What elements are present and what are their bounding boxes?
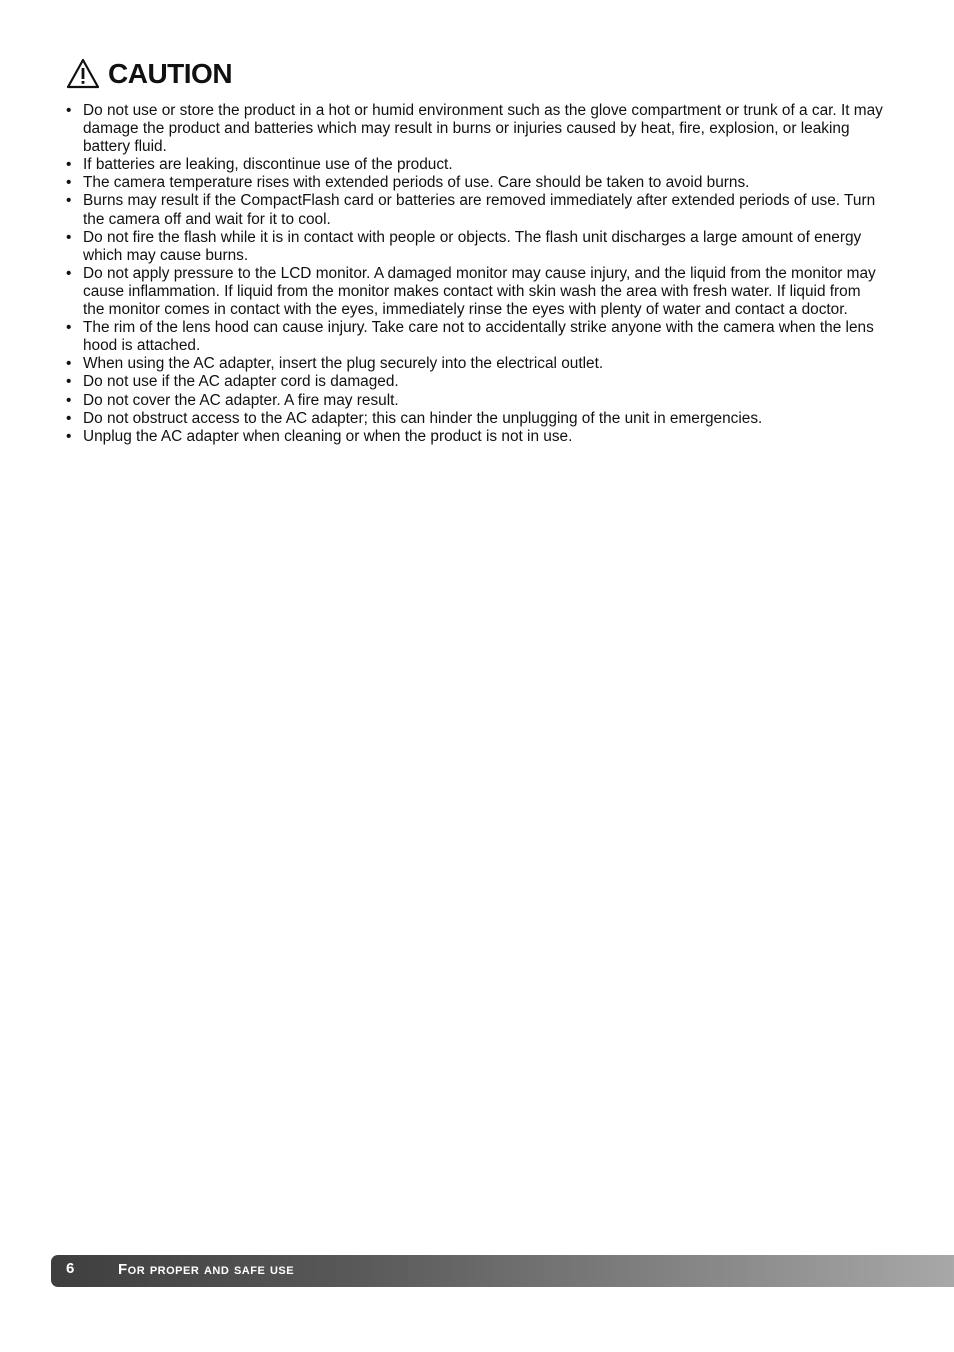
page-title: CAUTION: [108, 58, 233, 89]
caution-list: [66, 102, 886, 446]
list-item: • Unplug the AC adapter when cleaning or when the product is not in use.: [66, 428, 886, 446]
list-item: • Do not obstruct access to the AC adapter; this can hinder the unplugging of the unit in emergencies.: [66, 410, 886, 428]
warning-triangle-icon: [66, 58, 100, 90]
caution-heading: [66, 58, 232, 90]
list-item: • Do not use or store the product in a hot or humid environment such as the glove compartment or trunk of a car. It may damage the product and batteries which may result in burns or injuries caused by heat, fire, explosion, or leaking battery fluid.: [66, 102, 886, 156]
list-item: • The camera temperature rises with extended periods of use. Care should be taken to avoid burns.: [66, 174, 886, 192]
footer-section-title: For proper and safe use: [118, 1261, 295, 1278]
list-item: • Do not cover the AC adapter. A fire may result.: [66, 392, 886, 410]
list-item: • Do not apply pressure to the LCD monitor. A damaged monitor may cause injury, and the liquid from the monitor may cause inflammation. If liquid from the monitor makes contact with skin wash the area with fresh water. If liquid from the monitor comes in contact with the eyes, immediately rinse the eyes with plenty of water and contact a doctor.: [66, 265, 886, 319]
list-item: • If batteries are leaking, discontinue use of the product.: [66, 156, 886, 174]
list-item: • When using the AC adapter, insert the plug securely into the electrical outlet.: [66, 355, 886, 373]
list-item: • Do not use if the AC adapter cord is damaged.: [66, 373, 886, 391]
list-item: • The rim of the lens hood can cause injury. Take care not to accidentally strike anyone with the camera when the lens hood is attached.: [66, 319, 886, 355]
list-item: • Burns may result if the CompactFlash card or batteries are removed immediately after extended periods of use. Turn the camera off and wait for it to cool.: [66, 192, 886, 228]
page-number: 6: [66, 1260, 75, 1277]
list-item: • Do not fire the flash while it is in contact with people or objects. The flash unit discharges a large amount of energy which may cause burns.: [66, 229, 886, 265]
